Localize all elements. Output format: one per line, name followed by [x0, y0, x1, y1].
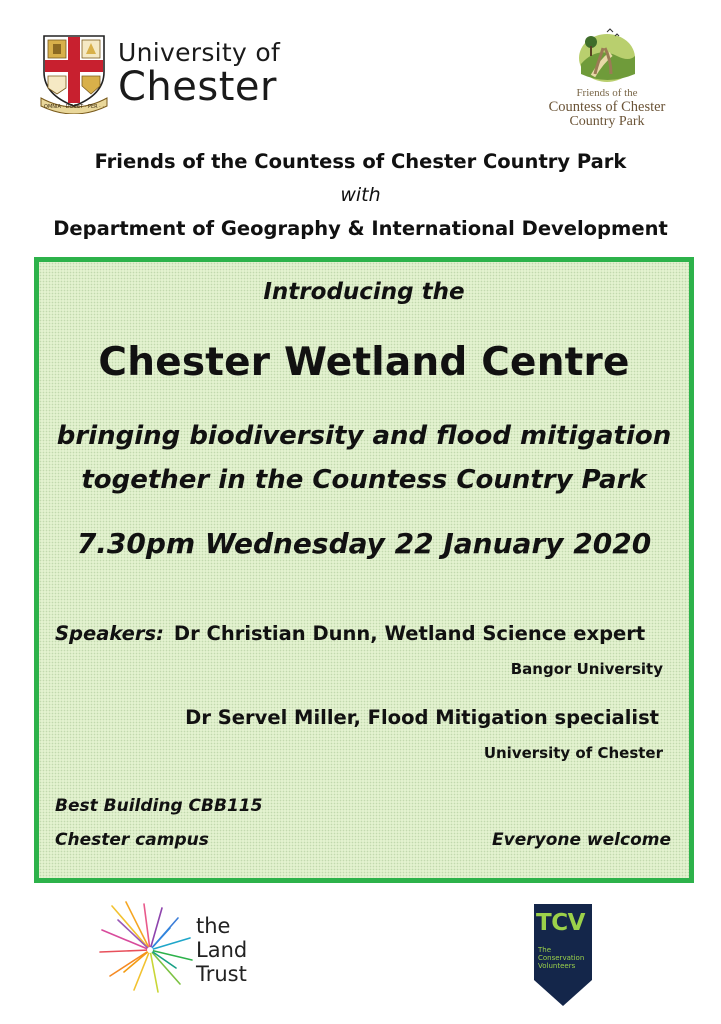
event-subtitle-line2: together in the Countess Country Park — [81, 465, 647, 495]
everyone-welcome: Everyone welcome — [492, 830, 671, 850]
friends-line1: Friends of the — [576, 87, 638, 99]
friends-of-countess-logo — [522, 26, 692, 138]
venue-building: Best Building CBB115 — [55, 796, 263, 816]
tcv-letters: TCV — [536, 910, 585, 936]
speaker-1 — [55, 622, 645, 645]
event-title: Chester Wetland Centre — [98, 340, 630, 385]
speaker-2-affiliation: University of Chester — [483, 744, 663, 762]
university-line1: University of — [118, 37, 281, 67]
event-panel — [34, 257, 694, 883]
university-of-chester-logo — [38, 30, 308, 116]
speaker-1-name: Dr Christian Dunn, Wetland Science expert — [173, 622, 646, 645]
university-crest-icon — [38, 32, 110, 114]
event-intro: Introducing the — [263, 279, 465, 305]
tcv-line3: Volunteers — [538, 962, 576, 970]
event-subtitle-line1: bringing biodiversity and flood mitigation — [56, 421, 672, 451]
tcv-line1: The — [538, 946, 552, 954]
land-trust-wordmark — [196, 914, 247, 986]
country-park-emblem-icon — [567, 26, 647, 86]
friends-wordmark — [522, 88, 692, 129]
speakers-label: Speakers: — [55, 622, 164, 645]
organiser-department: Department of Geography & International Development — [53, 217, 668, 240]
land-trust-line2: Land — [196, 938, 248, 962]
organiser-friends: Friends of the Countess of Chester Country Park — [94, 150, 627, 173]
event-datetime: 7.30pm Wednesday 22 January 2020 — [76, 527, 652, 560]
speaker-2-name: Dr Servel Miller, Flood Mitigation specialist — [185, 706, 659, 729]
tcv-logo — [532, 902, 594, 1008]
tcv-name — [538, 946, 592, 970]
land-trust-starburst-icon — [96, 898, 196, 994]
land-trust-line1: the — [196, 914, 231, 938]
land-trust-logo — [96, 898, 266, 998]
friends-line3: Country Park — [569, 113, 645, 129]
organiser-with: with — [340, 184, 381, 206]
tcv-line2: Conservation — [538, 954, 585, 962]
land-trust-line3: Trust — [196, 962, 247, 986]
friends-line2: Countess of Chester — [548, 98, 666, 115]
crest-motto: OMNIA · DOCET · PER · · — [44, 104, 104, 110]
university-wordmark — [118, 37, 281, 110]
university-line2: Chester — [118, 63, 277, 110]
venue-campus: Chester campus — [55, 830, 209, 850]
speaker-1-affiliation: Bangor University — [510, 660, 663, 678]
